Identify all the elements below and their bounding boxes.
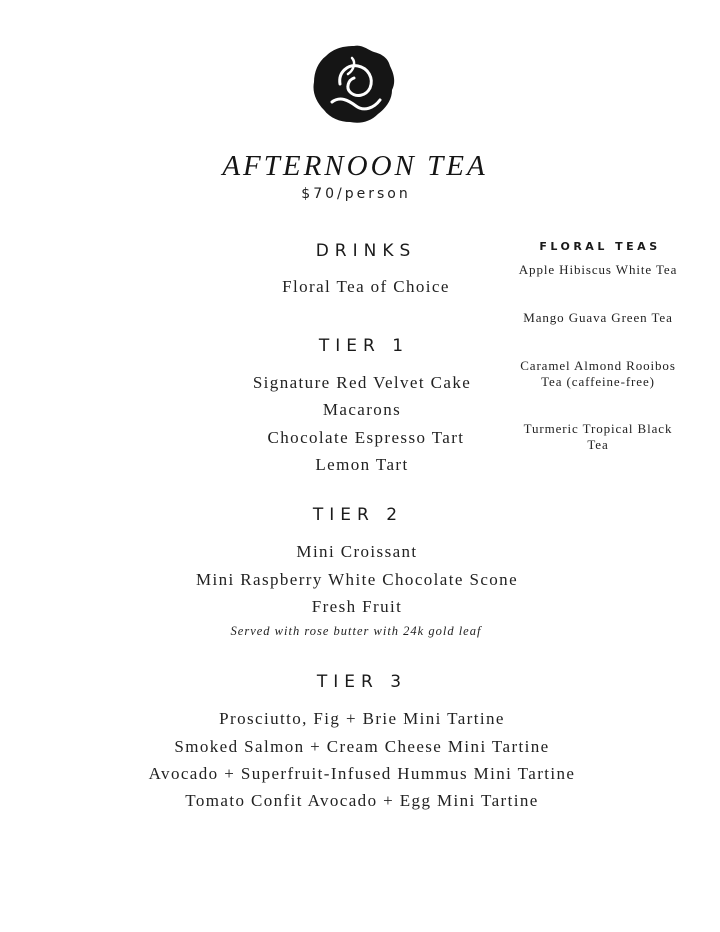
tier3-item: Prosciutto, Fig + Brie Mini Tartine	[219, 709, 505, 728]
floral-tea-item: Apple Hibiscus White Tea	[518, 262, 678, 277]
tier3-item: Tomato Confit Avocado + Egg Mini Tartine	[185, 791, 539, 810]
tier2-item: Mini Croissant	[296, 542, 418, 561]
tier1-item: Signature Red Velvet Cake	[252, 373, 472, 392]
floral-teas-heading: FLORAL TEAS	[539, 240, 661, 253]
tier2-heading: TIER 2	[312, 505, 404, 525]
tier3-item: Smoked Salmon + Cream Cheese Mini Tartine	[174, 737, 550, 756]
tier1-item: Chocolate Espresso Tart	[267, 428, 465, 447]
tier1-item: Lemon Tart	[315, 455, 409, 474]
price-per-person: $70/person	[301, 186, 411, 202]
tier3-item: Avocado + Superfruit-Infused Hummus Mini Tartine	[148, 764, 576, 783]
tier1-item: Macarons	[322, 400, 402, 419]
floral-tea-item: Mango Guava Green Tea	[523, 310, 673, 325]
tier2-item: Mini Raspberry White Chocolate Scone	[195, 570, 519, 589]
page-title: AFTERNOON TEA	[222, 150, 488, 182]
tier1-heading: TIER 1	[318, 336, 410, 356]
drinks-heading: DRINKS	[315, 241, 417, 261]
tier3-heading: TIER 3	[316, 672, 408, 692]
tier2-item: Fresh Fruit	[311, 597, 403, 616]
rose-logo-icon	[312, 44, 396, 124]
tier2-note: Served with rose butter with 24k gold leaf	[230, 624, 482, 638]
floral-tea-item: Caramel Almond Rooibos Tea (caffeine-free)	[520, 358, 676, 389]
drinks-item: Floral Tea of Choice	[282, 277, 450, 296]
floral-tea-item: Turmeric Tropical Black Tea	[523, 421, 673, 452]
